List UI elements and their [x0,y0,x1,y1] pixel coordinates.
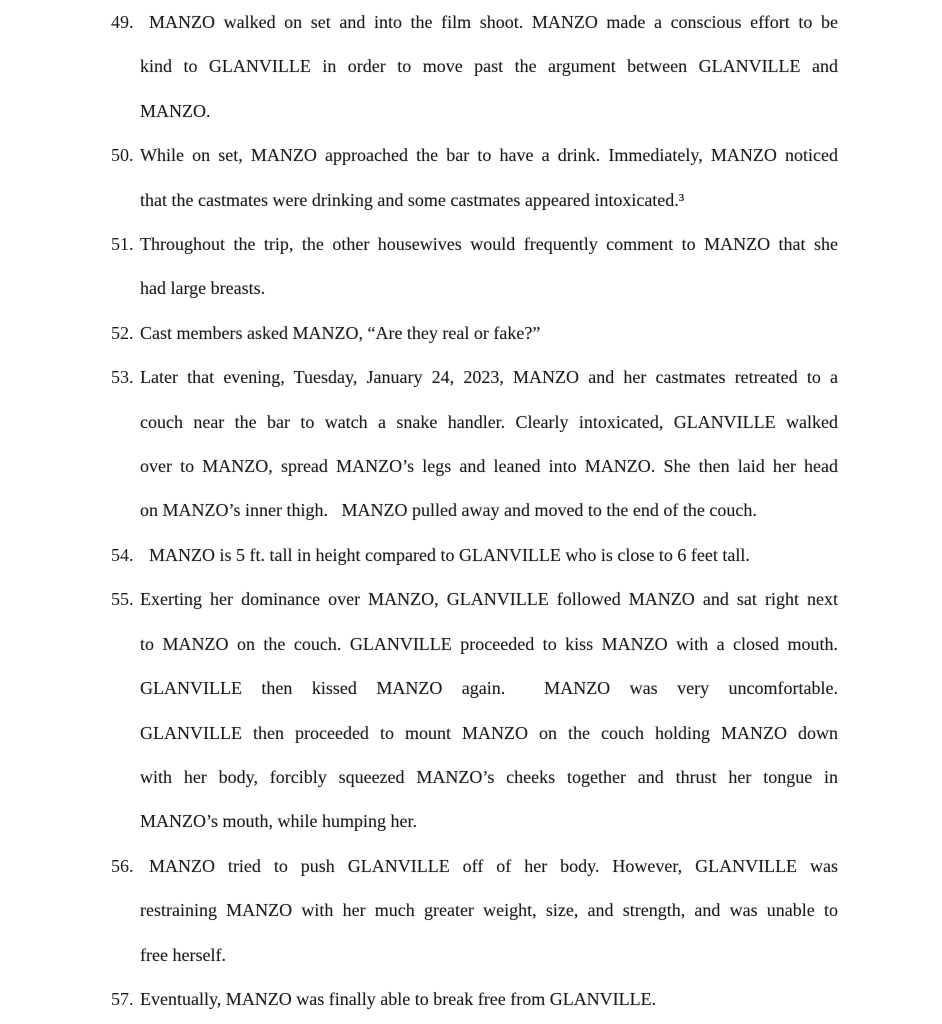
paragraph-lines [140,355,838,533]
paragraph-lines [140,133,838,222]
legal-paragraph [111,311,838,355]
paragraph-line: MANZO is 5 ft. tall in height compared to GLANVILLE who is close to 6 feet tall. [149,544,750,565]
paragraph-lines [140,222,838,311]
legal-paragraph [111,844,838,977]
legal-paragraph [111,577,838,843]
paragraph-line: Later that evening, Tuesday, January 24, 2023, MANZO and her castmates retreated to a [140,367,838,388]
paragraph-line: GLANVILLE then kissed MANZO again. MANZO was very uncomfortable. [140,678,838,699]
paragraph-line: with her body, forcibly squeezed MANZO’s cheeks together and thrust her tongue in [140,766,838,787]
paragraph-line: Cast members asked MANZO, “Are they real or fake?” [140,322,541,343]
legal-paragraph [111,977,838,1021]
paragraph-line: MANZO’s mouth, while humping her. [140,811,417,832]
paragraph-line: couch near the bar to watch a snake handler. Clearly intoxicated, GLANVILLE walked [140,411,838,432]
paragraph-number: 50. [111,145,134,166]
legal-paragraph [111,0,838,133]
paragraph-line: that the castmates were drinking and some castmates appeared intoxicated.³ [140,189,685,210]
paragraph-line: MANZO. [140,100,211,121]
paragraph-number: 52. [111,322,134,343]
paragraph-lines [140,311,838,355]
paragraph-number: 57. [111,988,134,1009]
paragraph-line: on MANZO’s inner thigh. MANZO pulled away and moved to the end of the couch. [140,500,757,521]
paragraph-line: kind to GLANVILLE in order to move past the argument between GLANVILLE and [140,56,838,77]
paragraph-line: While on set, MANZO approached the bar to have a drink. Immediately, MANZO noticed [140,145,838,166]
paragraph-line: MANZO walked on set and into the film shoot. MANZO made a conscious effort to be [149,12,838,32]
legal-paragraph [111,222,838,311]
document-body [111,0,838,1021]
paragraph-line: free herself. [140,944,226,965]
paragraph-number: 51. [111,234,134,255]
paragraph-lines [140,577,838,843]
paragraph-lines [140,0,838,133]
paragraph-lines [140,977,838,1021]
paragraph-line: over to MANZO, spread MANZO’s legs and leaned into MANZO. She then laid her head [140,456,838,477]
paragraph-line: Exerting her dominance over MANZO, GLANVILLE followed MANZO and sat right next [140,589,838,610]
paragraph-line: to MANZO on the couch. GLANVILLE proceeded to kiss MANZO with a closed mouth. [140,633,838,654]
paragraph-line: MANZO tried to push GLANVILLE off of her body. However, GLANVILLE was [149,855,838,876]
legal-paragraph [111,355,838,533]
paragraph-line: restraining MANZO with her much greater weight, size, and strength, and was unable to [140,900,838,921]
paragraph-line: GLANVILLE then proceeded to mount MANZO on the couch holding MANZO down [140,722,838,743]
paragraph-line: Eventually, MANZO was finally able to break free from GLANVILLE. [140,988,657,1009]
paragraph-line: Throughout the trip, the other housewives would frequently comment to MANZO that she [140,234,838,255]
paragraph-number: 53. [111,367,134,388]
legal-paragraph [111,133,838,222]
paragraph-line: had large breasts. [140,278,266,299]
paragraph-lines [140,844,838,977]
paragraph-number: 49. [111,12,134,32]
paragraph-number: 56. [111,855,134,876]
paragraph-lines [140,533,838,577]
paragraph-number: 54. [111,544,134,565]
legal-paragraph [111,533,838,577]
paragraph-number: 55. [111,589,134,610]
